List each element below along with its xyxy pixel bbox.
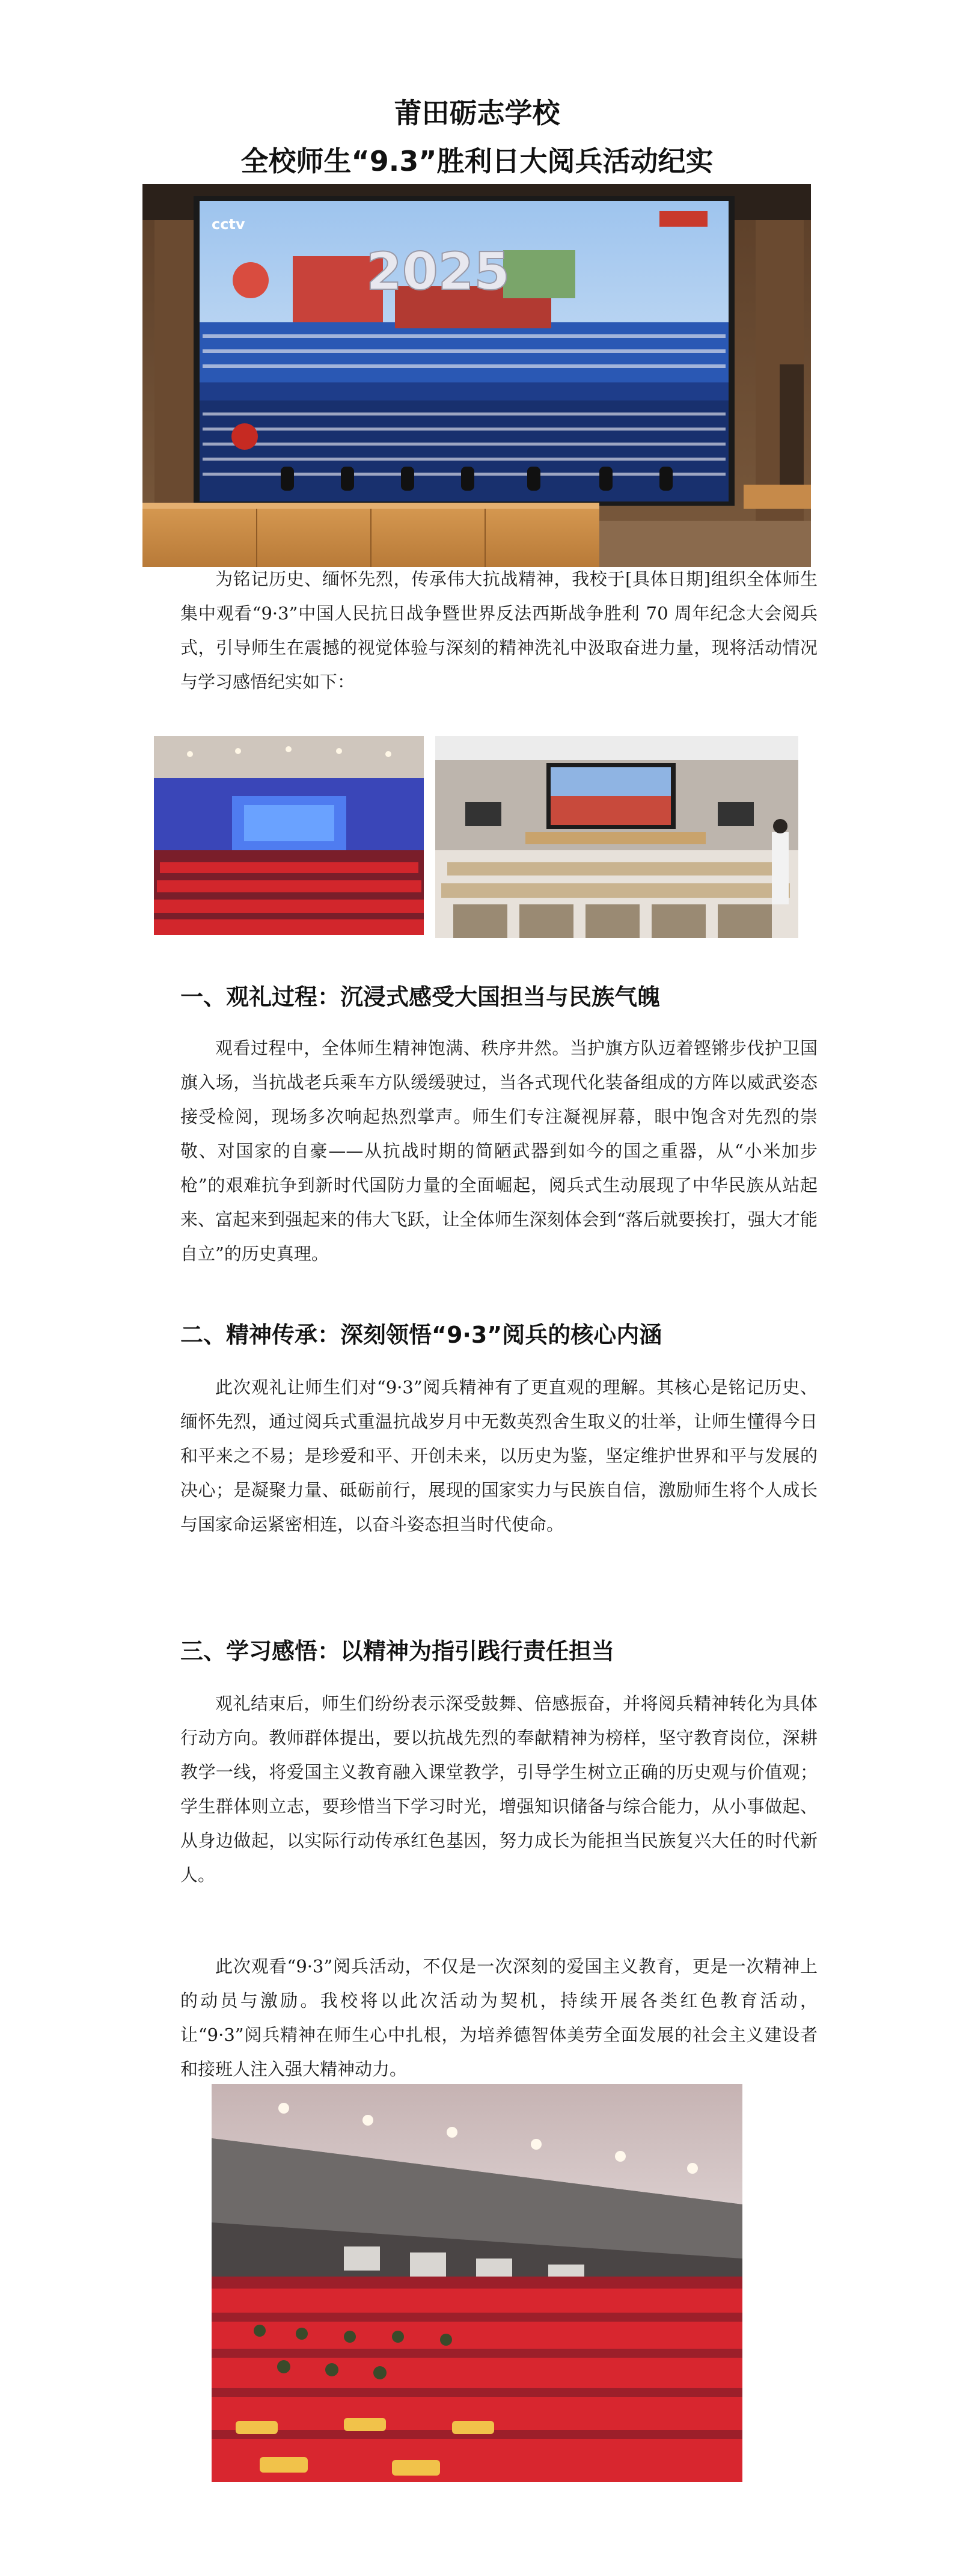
screen-year: 2025 — [366, 242, 510, 302]
cctv-logo: cctv — [212, 216, 245, 233]
section-2-heading: 二、精神传承：深刻领悟“9·3”阅兵的核心内涵 — [180, 1322, 662, 1348]
section-2-paragraph: 此次观礼让师生们对“9·3”阅兵精神有了更直观的理解。其核心是铭记历史、缅怀先烈，通过阅兵式重温抗战岁月中无数英烈舍生取义的壮举，让师生懂得今日和平来之不易；是珍爱和平、开创未来，以历史为鉴，坚定维护世界和平与发展的决心；是凝聚力量、砥砺前行，展现的国家实力与民族自信，激励师生将个人成长与国家命运紧密相连，以奋斗姿态担当时代使命。 — [180, 1377, 818, 1535]
section-3-paragraph-1: 观礼结束后，师生们纷纷表示深受鼓舞、倍感振奋，并将阅兵精神转化为具体行动方向。教师群体提出，要以抗战先烈的奉献精神为榜样，坚守教育岗位，深耕教学一线，将爱国主义教育融入课堂教学，引导学生树立正确的历史观与价值观；学生群体则立志，要珍惜当下学习时光，增强知识储备与综合能力，从小事做起、从身边做起，以实际行动传承红色基因，努力成长为能担当民族复兴大任的时代新人。 — [180, 1693, 818, 1885]
photo-auditorium-stage — [154, 736, 424, 935]
document-title: 莆田砺志学校 — [394, 97, 560, 129]
section-3-paragraph-2: 此次观看“9·3”阅兵活动，不仅是一次深刻的爱国主义教育，更是一次精神上的动员与激励。我校将以此次活动为契机，持续开展各类红色教育活动，让“9·3”阅兵精神在师生心中扎根，为培养德智体美劳全面发展的社会主义建设者和接班人注入强大精神动力。 — [180, 1956, 818, 2079]
photo-classroom-screen — [435, 736, 798, 938]
photo-auditorium-seats — [212, 2084, 742, 2482]
document-subtitle: 全校师生“9.3”胜利日大阅兵活动纪实 — [240, 145, 714, 177]
section-1-heading: 一、观礼过程：沉浸式感受大国担当与民族气魄 — [180, 984, 661, 1010]
photo-hall-screen — [142, 184, 811, 567]
section-3-heading: 三、学习感悟：以精神为指引践行责任担当 — [180, 1638, 615, 1664]
intro-paragraph: 为铭记历史、缅怀先烈，传承伟大抗战精神，我校于[具体日期]组织全体师生集中观看“9·3”中国人民抗日战争暨世界反法西斯战争胜利 70 周年纪念大会阅兵式，引导师生在震撼的视觉体验与深刻的精神洗礼中汲取奋进力量，现将活动情况与学习感悟纪实如下： — [180, 569, 818, 692]
section-1-paragraph: 观看过程中，全体师生精神饱满、秩序井然。当护旗方队迈着铿锵步伐护卫国旗入场，当抗战老兵乘车方队缓缓驶过，当各式现代化装备组成的方阵以威武姿态接受检阅，现场多次响起热烈掌声。师生们专注凝视屏幕，眼中饱含对先烈的崇敬、对国家的自豪——从抗战时期的简陋武器到如今的国之重器，从“小米加步枪”的艰难抗争到新时代国防力量的全面崛起，阅兵式生动展现了中华民族从站起来、富起来到强起来的伟大飞跃，让全体师生深刻体会到“落后就要挨打，强大才能自立”的历史真理。 — [180, 1038, 818, 1264]
